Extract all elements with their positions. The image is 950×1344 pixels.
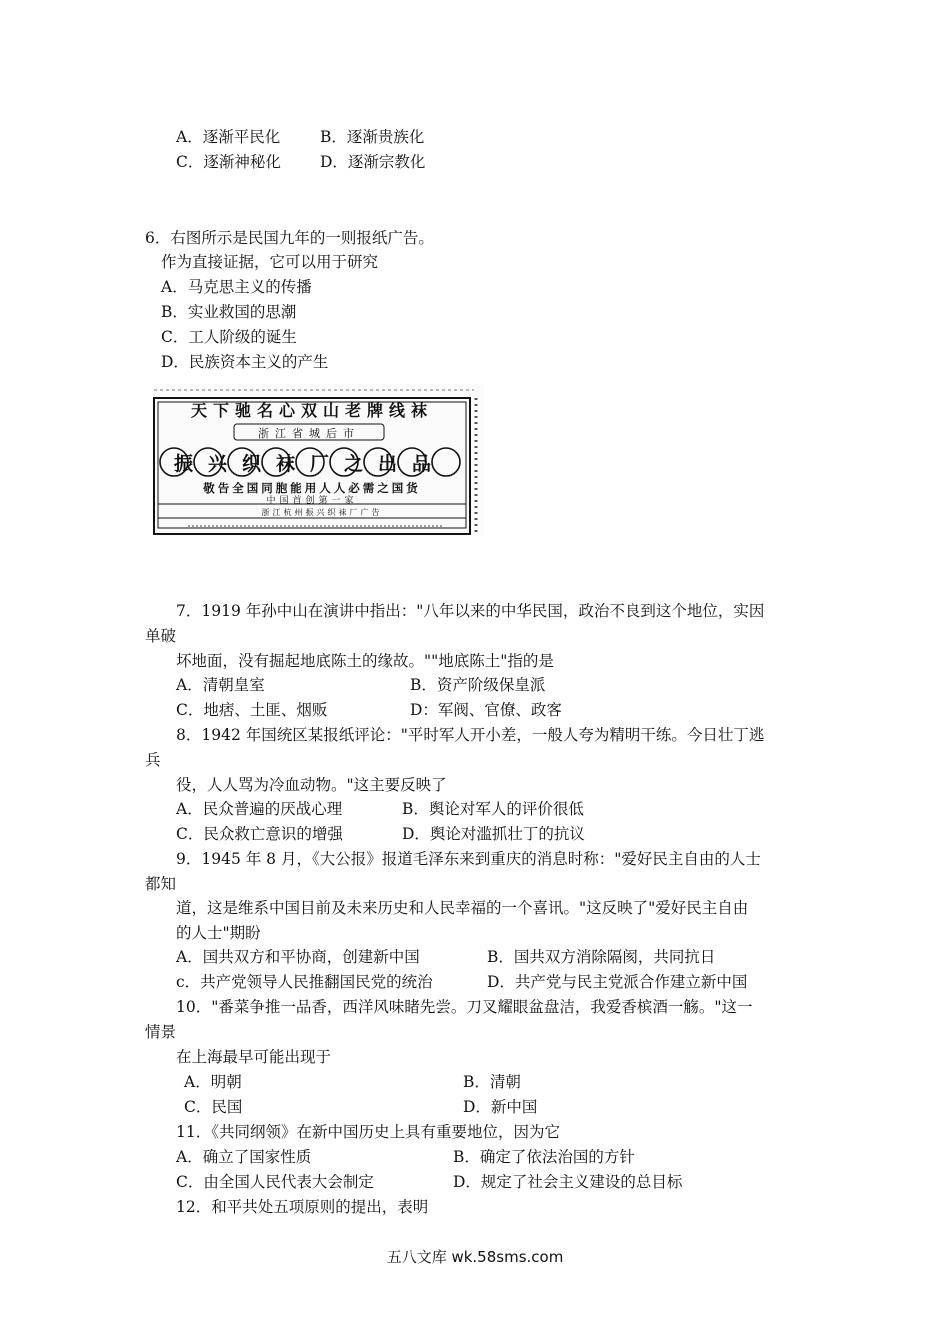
- q10-option-b: B．清朝: [463, 1073, 521, 1091]
- q6-option-c: C．工人阶级的诞生: [161, 328, 297, 346]
- ad-row3-text: 振兴织袜厂之出品: [173, 453, 447, 475]
- q6-option-d: D．民族资本主义的产生: [161, 353, 329, 371]
- q6-option-a: A．马克思主义的传播: [161, 278, 312, 296]
- q6-stem-line1: 6．右图所示是民国九年的一则报纸广告。: [145, 229, 434, 247]
- ad-row1-text: 天下驰名心双山老牌线袜: [190, 401, 434, 420]
- q5-option-d: D．逐渐宗教化: [320, 153, 426, 171]
- q9-option-b: B．国共双方消除隔阂，共同抗日: [487, 948, 716, 966]
- q6-stem-line2: 作为直接证据，它可以用于研究: [161, 253, 379, 271]
- ad-row4-text: 敬告全国同胞能用人人必需之国货: [203, 481, 421, 495]
- q8-stem-line1: 8．1942 年国统区某报纸评论："平时军人开小差，一般人夸为精明干练。今日壮丁逃: [176, 726, 765, 744]
- q9-stem-line2: 道，这是维系中国目前及未来历史和人民幸福的一个喜讯。"这反映了"爱好民主自由: [176, 899, 749, 917]
- q9-option-a: A．国共双方和平协商，创建新中国: [176, 948, 420, 966]
- q5-option-a: A．逐渐平民化: [176, 128, 281, 146]
- page-footer: 五八文库 wk.58sms.com: [386, 1248, 564, 1266]
- q10-option-c: C．民国: [184, 1098, 243, 1116]
- q7-option-a: A．清朝皇室: [176, 676, 265, 694]
- q11-option-d: D．规定了社会主义建设的总目标: [453, 1173, 683, 1191]
- q11-option-b: B．确定了依法治国的方针: [453, 1148, 635, 1166]
- q7-stem-line2: 坏地面，没有掘起地底陈土的缘故。""地底陈土"指的是: [176, 652, 554, 670]
- q10-stem-line1: 10．"番菜争推一品香，西洋风味睹先尝。刀叉耀眼盆盘洁，我爱香槟酒一觞。"这一: [176, 998, 753, 1016]
- q7-option-c: C．地痞、土匪、烟贩: [176, 701, 328, 719]
- q5-option-b: B．逐渐贵族化: [320, 128, 425, 146]
- ad-row5-text: 中国首创第一家: [266, 496, 358, 506]
- q12-stem-line1: 12．和平共处五项原则的提出，表明: [176, 1198, 429, 1216]
- q7-option-d: D：军阀、官僚、政客: [410, 701, 562, 719]
- q11-stem-line1: 11．《共同纲领》在新中国历史上具有重要地位，因为它: [176, 1123, 560, 1141]
- ad-row2-text: 浙江省城后市: [258, 427, 360, 440]
- q10-stem-line2: 在上海最早可能出现于: [176, 1048, 332, 1066]
- q9-stem-line1-wrap: 都知: [145, 875, 177, 893]
- q8-option-b: B．舆论对军人的评价很低: [402, 800, 584, 818]
- q8-option-c: C．民众救亡意识的增强: [176, 825, 343, 843]
- q10-option-a: A．明朝: [184, 1073, 242, 1091]
- q8-stem-line2: 役，人人骂为冷血动物。"这主要反映了: [176, 776, 447, 794]
- q8-option-d: D．舆论对滥抓壮丁的抗议: [402, 825, 585, 843]
- q11-option-a: A．确立了国家性质: [176, 1148, 312, 1166]
- q5-option-c: C．逐渐神秘化: [176, 153, 281, 171]
- q9-stem-line3: 的人士"期盼: [176, 924, 261, 942]
- q6-option-b: B．实业救国的思潮: [161, 303, 297, 321]
- q8-option-a: A．民众普遍的厌战心理: [176, 800, 343, 818]
- q10-option-d: D．新中国: [463, 1098, 538, 1116]
- ad-row6-text: 浙江杭州振兴织袜厂广告: [261, 508, 383, 517]
- q11-option-c: C．由全国人民代表大会制定: [176, 1173, 374, 1191]
- q10-stem-line1-wrap: 情景: [145, 1023, 177, 1041]
- q9-option-d: D．共产党与民主党派合作建立新中国: [487, 973, 748, 991]
- q8-stem-line1-wrap: 兵: [145, 751, 161, 769]
- q7-stem-line1-wrap: 单破: [145, 627, 177, 645]
- newspaper-ad-figure: [152, 384, 484, 536]
- q7-stem-line1: 7．1919 年孙中山在演讲中指出："八年以来的中华民国，政治不良到这个地位，实因: [176, 602, 765, 620]
- q7-option-b: B．资产阶级保皇派: [410, 676, 546, 694]
- q9-option-c: c．共产党领导人民推翻国民党的统治: [176, 973, 433, 991]
- q9-stem-line1: 9．1945 年 8 月，《大公报》报道毛泽东来到重庆的消息时称："爱好民主自由的人士: [176, 850, 761, 868]
